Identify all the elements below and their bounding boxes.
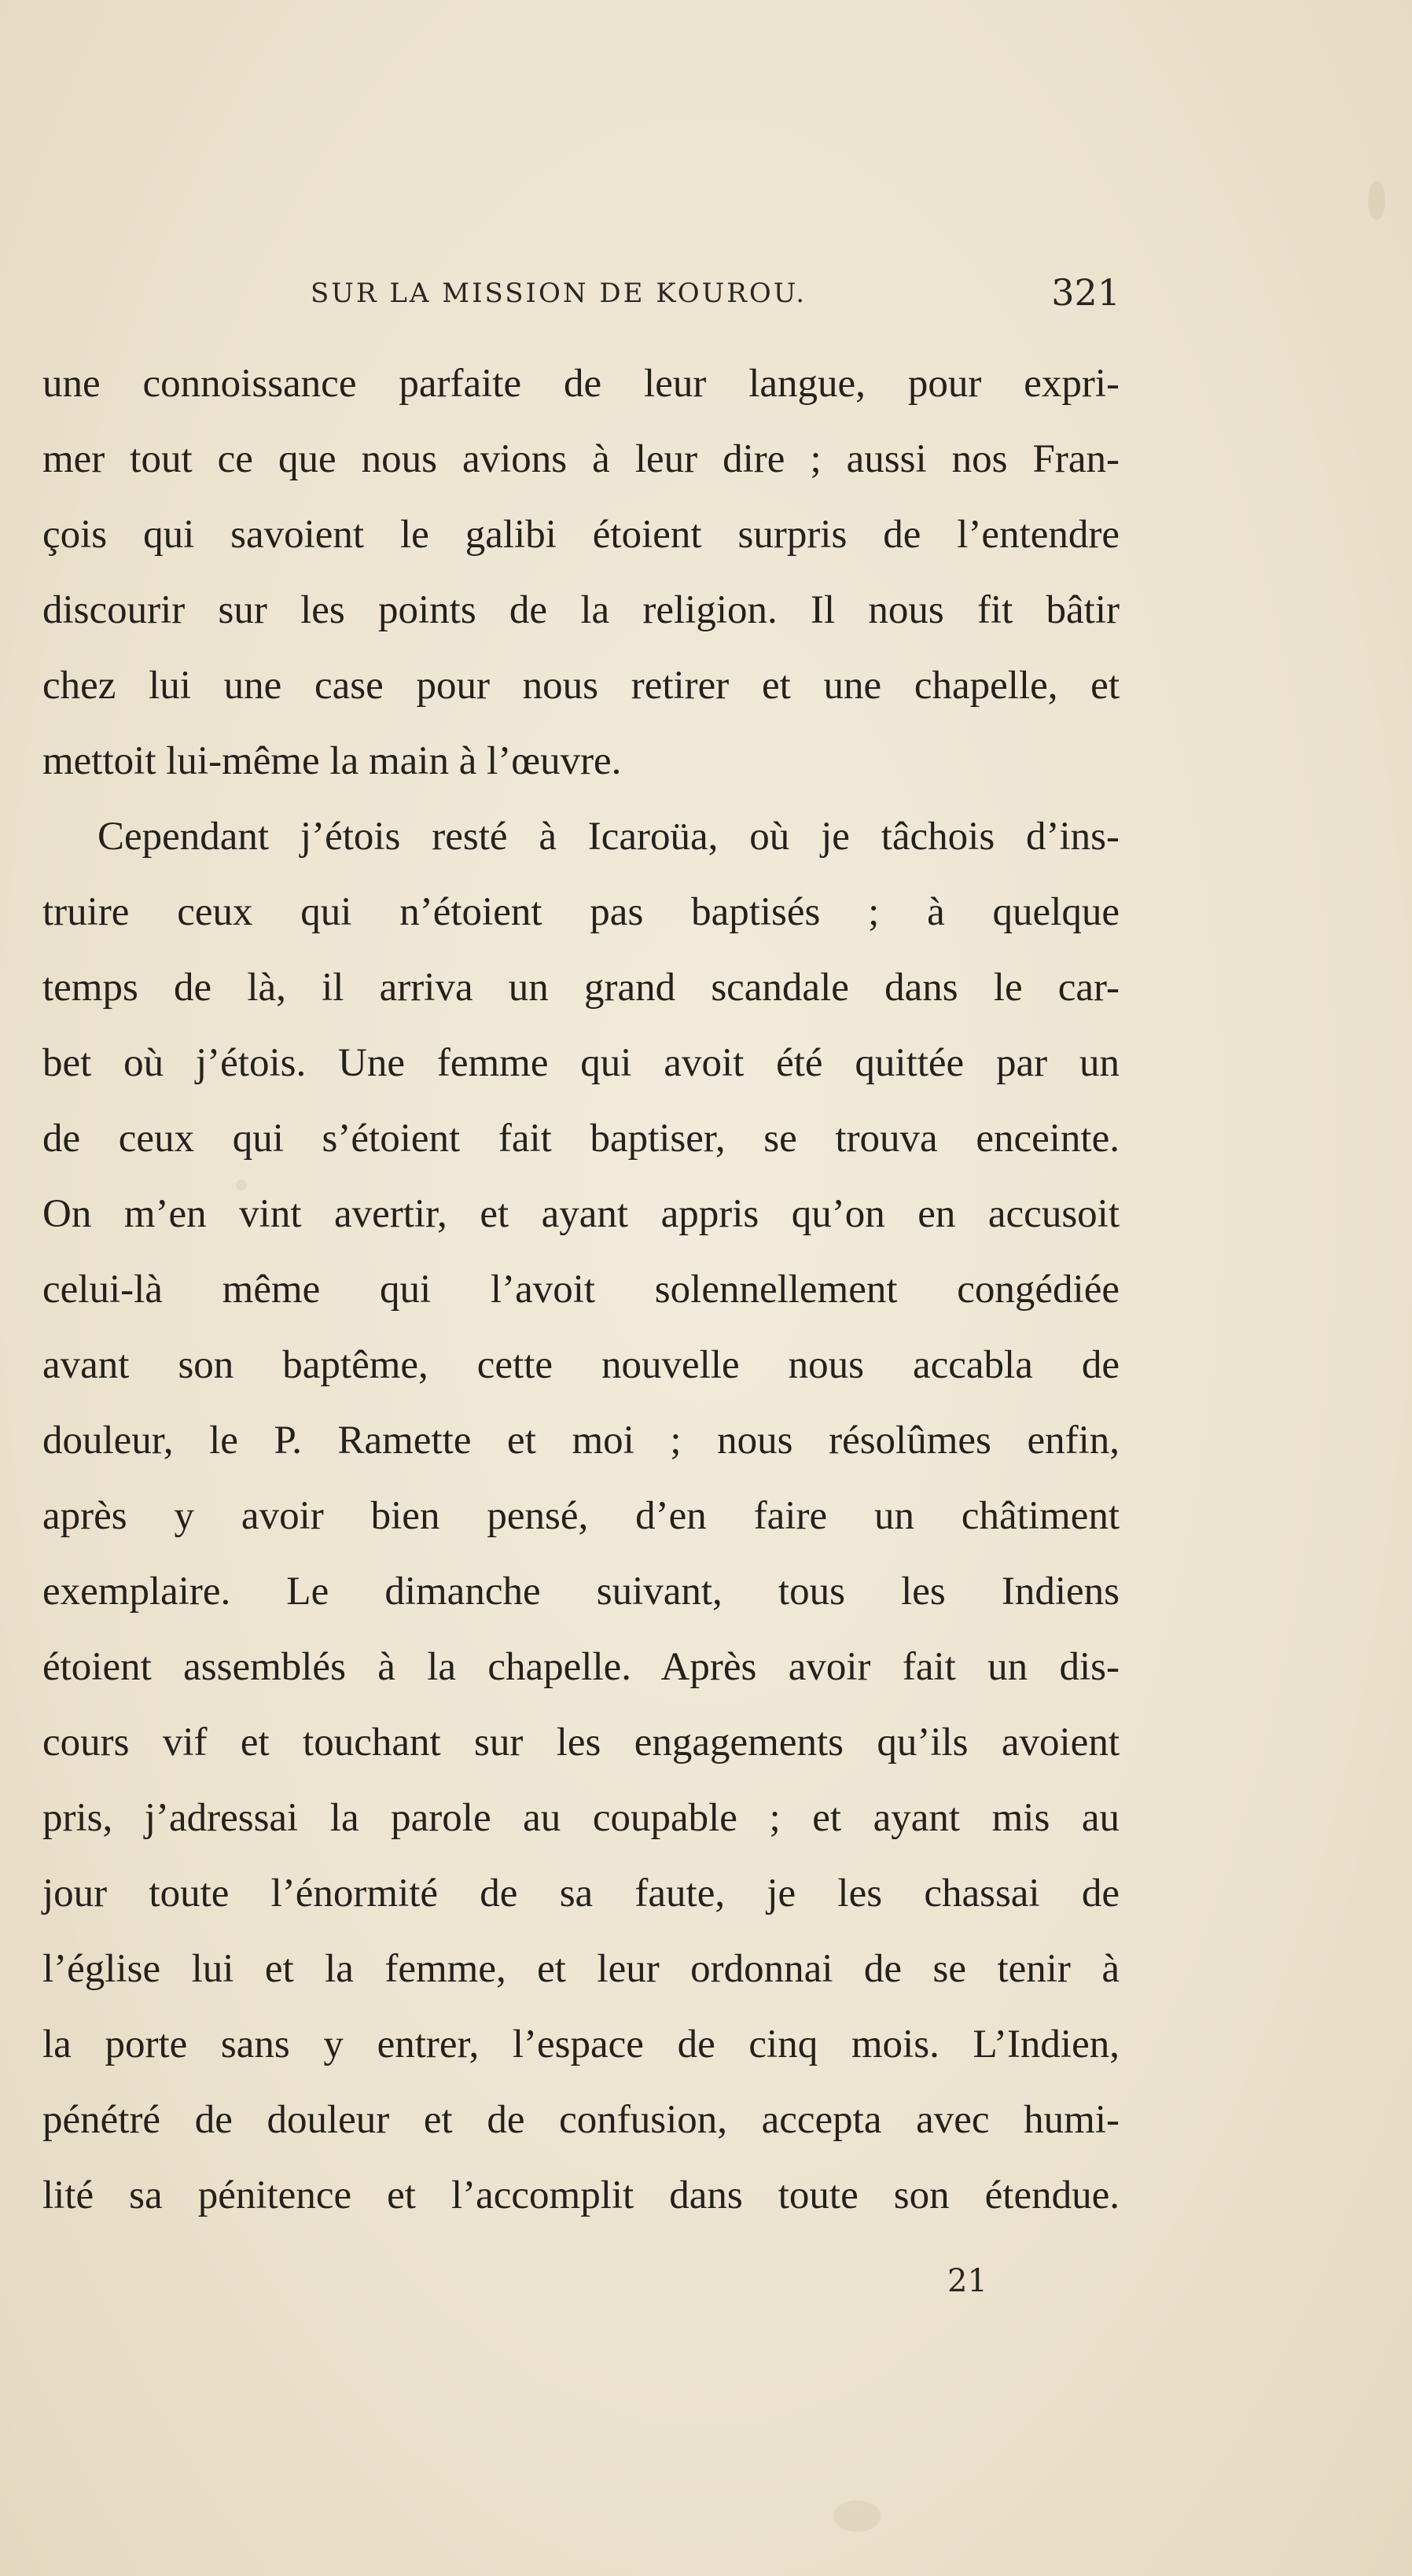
text-line: chez lui une case pour nous retirer et une chapelle, et bbox=[42, 664, 1120, 708]
page-header bbox=[311, 271, 1120, 326]
text-line: la porte sans y entrer, l’espace de cinq mois. L’Indien, bbox=[42, 2022, 1120, 2066]
text-line: mer tout ce que nous avions à leur dire ; aussi nos Fran- bbox=[42, 437, 1120, 481]
text-line: étoient assemblés à la chapelle. Après avoir fait un dis- bbox=[42, 1645, 1120, 1689]
page-stain bbox=[833, 2501, 881, 2532]
text-line: On m’en vint avertir, et ayant appris qu’on en accusoit bbox=[42, 1192, 1120, 1236]
text-line: une connoissance parfaite de leur langue, pour expri- bbox=[42, 362, 1120, 406]
text-line: l’église lui et la femme, et leur ordonnai de se tenir à bbox=[42, 1947, 1120, 1991]
text-line: mettoit lui-même la main à l’œuvre. bbox=[42, 739, 622, 783]
text-line: exemplaire. Le dimanche suivant, tous les Indiens bbox=[42, 1570, 1120, 1614]
signature-mark: 21 bbox=[947, 2263, 987, 2299]
text-line: de ceux qui s’étoient fait baptiser, se trouva enceinte. bbox=[42, 1117, 1120, 1161]
page-stain bbox=[1368, 181, 1385, 220]
text-line: lité sa pénitence et l’accomplit dans toute son étendue. bbox=[42, 2173, 1120, 2217]
text-line: après y avoir bien pensé, d’en faire un châtiment bbox=[42, 1494, 1120, 1538]
text-line: cours vif et touchant sur les engagements qu’ils avoient bbox=[42, 1720, 1120, 1765]
text-line: çois qui savoient le galibi étoient surpris de l’entendre bbox=[42, 513, 1120, 557]
text-line: bet où j’étois. Une femme qui avoit été quittée par un bbox=[42, 1041, 1120, 1085]
text-line: douleur, le P. Ramette et moi ; nous résolûmes enfin, bbox=[42, 1419, 1120, 1463]
text-line: pénétré de douleur et de confusion, accepta avec humi- bbox=[42, 2098, 1120, 2142]
text-line: jour toute l’énormité de sa faute, je les chassai de bbox=[42, 1871, 1120, 1915]
body-text bbox=[42, 346, 1120, 2233]
text-line: temps de là, il arriva un grand scandale dans le car- bbox=[42, 966, 1120, 1010]
text-line: discourir sur les points de la religion. Il nous fit bâtir bbox=[42, 588, 1120, 632]
text-line: avant son baptême, cette nouvelle nous accabla de bbox=[42, 1343, 1120, 1387]
running-title: SUR LA MISSION DE KOUROU. bbox=[311, 278, 807, 309]
page-number: 321 bbox=[1051, 271, 1120, 314]
text-line: celui-là même qui l’avoit solennellement congédiée bbox=[42, 1268, 1120, 1312]
text-line: pris, j’adressai la parole au coupable ; et ayant mis au bbox=[42, 1796, 1120, 1840]
text-line: Cependant j’étois resté à Icaroüa, où je tâchois d’ins- bbox=[97, 815, 1120, 859]
text-line: truire ceux qui n’étoient pas baptisés ; à quelque bbox=[42, 890, 1120, 934]
